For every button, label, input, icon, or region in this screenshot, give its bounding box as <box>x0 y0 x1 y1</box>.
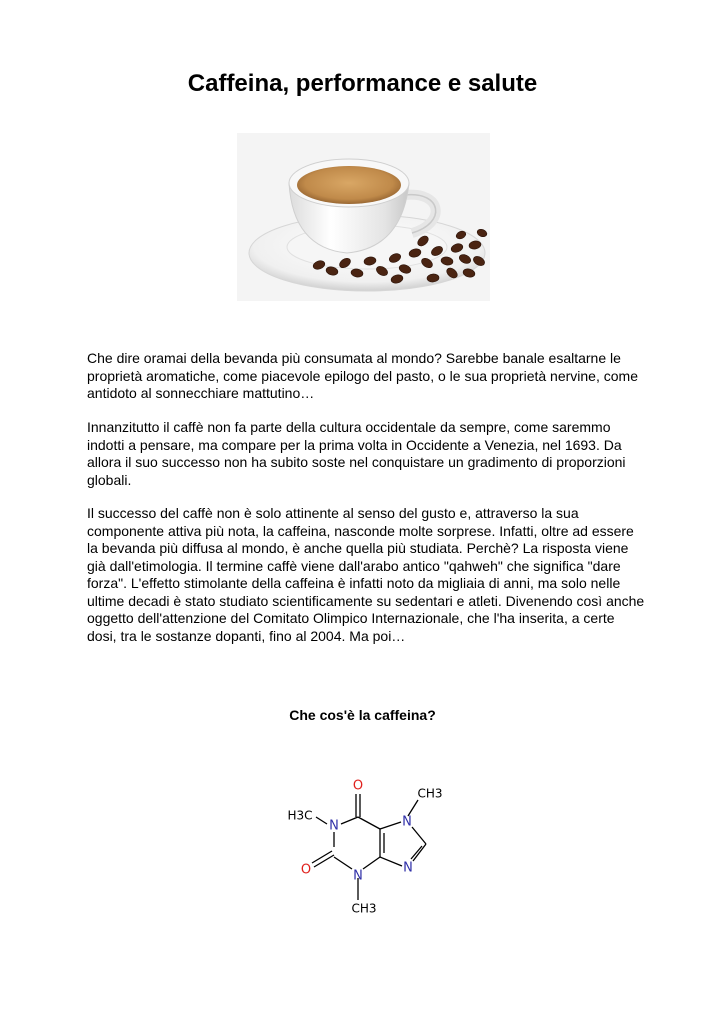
caffeine-structure-diagram <box>280 772 450 922</box>
coffee-cup-image <box>237 133 490 301</box>
paragraph-intro: Che dire oramai della bevanda più consumata al mondo? Sarebbe banale esaltarne le proprietà aromatiche, come piacevole epilogo del pasto, o le sua proprietà nervine, come antidoto al sonnecchiare mattutino… <box>87 350 638 401</box>
oxygen-top-label: O <box>352 778 364 794</box>
paragraph-history: Innanzitutto il caffè non fa parte della cultura occidentale da sempre, come saremmo indotti a pensare, ma compare per la prima volta in Occidente a Venezia, nel 1693. Da allora il suo successo non ha subito soste nel conquistare un gradimento di proporzioni globali. <box>87 419 626 488</box>
nitrogen-9-label: N <box>403 860 413 876</box>
nitrogen-1-label: N <box>329 818 339 834</box>
methyl-top-label: CH3 <box>417 786 443 801</box>
oxygen-left-label: O <box>300 862 312 878</box>
nitrogen-7-label: N <box>402 814 412 830</box>
molecule-bonds <box>312 794 426 900</box>
paragraph-caffeine: Il successo del caffè non è solo attinente al senso del gusto e, attraverso la sua componente attiva più nota, la caffeina, nasconde molte sorprese. Infatti, oltre ad essere la bevanda più diffusa al mondo, è anche quella più studiata. Perchè? La risposta viene già dall'etimologia. Il termine caffè viene dall'arabo antico "qahweh" che significa "dare forza". L'effetto stimolante della caffeina è infatti noto da migliaia di anni, ma solo nelle ultime decadi è stato studiato scientificamente su sedentari e atleti. Divenendo così anche oggetto dell'attenzione del Comitato Olimpico Internazionale, che l'ha inserita, a certe dosi, tra le sostanze dopanti, fino al 2004. Ma poi… <box>87 505 645 644</box>
methyl-bottom-label: CH3 <box>351 901 377 916</box>
methyl-left-label: H3C <box>287 808 313 823</box>
section-heading: Che cos'è la caffeina? <box>289 707 436 723</box>
page-title: Caffeina, performance e salute <box>187 70 538 97</box>
nitrogen-3-label: N <box>353 868 363 884</box>
